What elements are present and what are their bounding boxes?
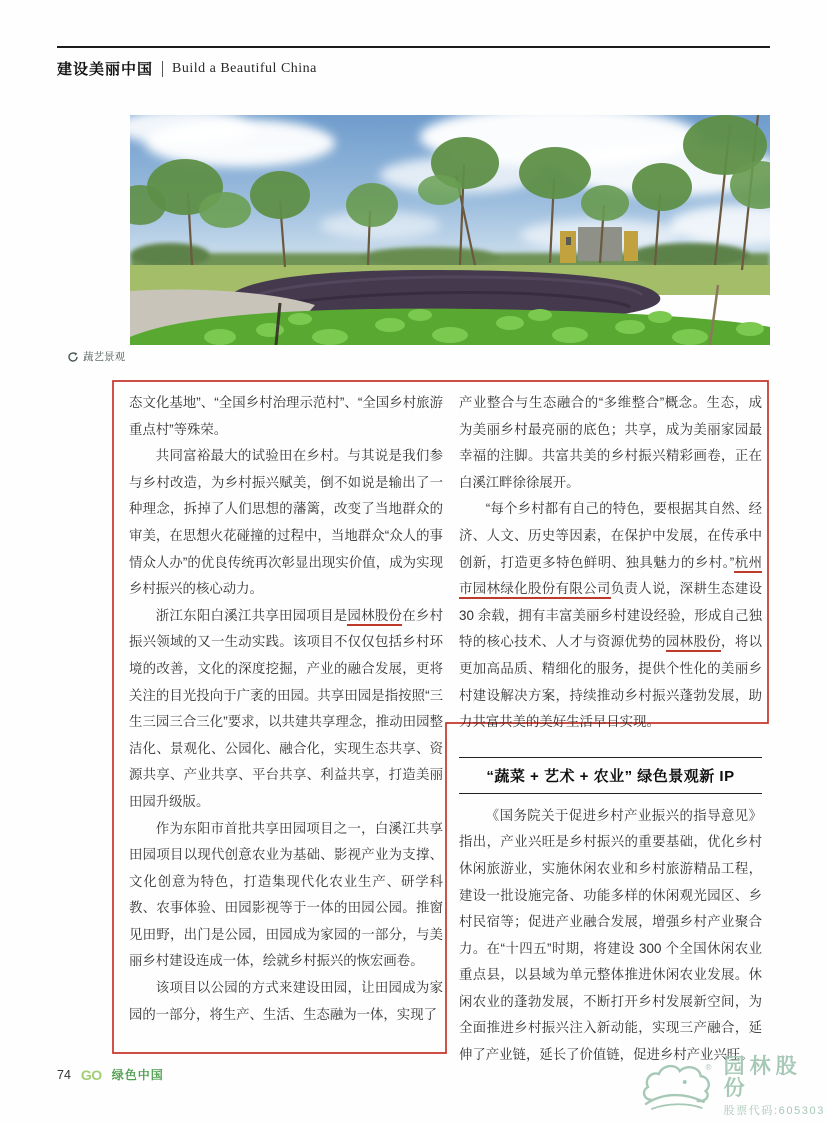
section-body-text — [459, 803, 762, 1069]
section-title: “蔬菜 + 艺术 + 农业” 绿色景观新 IP — [486, 767, 735, 785]
registered-mark: ® — [705, 1063, 712, 1073]
text-run: 共同富裕最大的试验田在乡村。与其说是我们参与乡村改造，为乡村振兴赋美，倒不如说是输出了一种理念，拆掉了人们思想的藩篱，改变了当地群众的审美，在思想火花碰撞的过程中，当地群众“众人的事情众人办”的优良传统再次彰显出现实价值，成为实现乡村振兴的核心动力。 — [129, 448, 443, 597]
text-run: 在乡村振兴领域的又一生动实践。该项目不仅仅包括乡村环境的改善，文化的深度挖掘，产业的融合发展，更将关注的目光投向于广袤的田园。共享田园是指按照“三生三园三合三化”要求，以共建共享理念，推动田园整洁化、景观化、公园化、融合化，实现生态共享、资源共享、产业共享、平台共享、利益共享，打造美丽田园升级版。 — [129, 607, 444, 809]
company-name: 园林股份 — [723, 1055, 802, 1100]
header-rule — [57, 46, 770, 48]
magazine-brand: 绿色中国 — [111, 1068, 164, 1082]
text-run: “每个乡村都有自己的特色，要根据其自然、经济、人文、历史等因素，在保护中发展，在传承中创新，打造更多特色鲜明、独具魅力的乡村。” — [459, 501, 762, 570]
paragraph — [459, 390, 762, 496]
photo-caption-label: 蔬艺景观 — [83, 351, 125, 363]
red-underlined-phrase: 杭州市园林绿化股份有限公司 — [459, 555, 762, 600]
paragraph — [129, 443, 443, 603]
photo-caption — [67, 349, 125, 364]
header-title-en: Build a Beautiful China — [172, 60, 317, 76]
red-underlined-phrase: 园林股份 — [666, 634, 721, 652]
stock-code: 股票代码:605303 — [723, 1105, 825, 1117]
cloud-landscape-logo-icon — [638, 1060, 716, 1114]
field-photo-illustration — [130, 115, 770, 345]
paragraph — [459, 496, 762, 735]
text-run: 作为东阳市首批共享田园项目之一，白溪江共享田园项目以现代创意农业为基础、影视产业为支撑、文化创意为特色，打造集现代化农业生产、研学科教、农事体验、田园影视等于一体的田园公园。推窗见田野，出门是公园，田园成为家园的一部分，与美丽乡村建设连成一体，绘就乡村振兴的恢宏画卷。 — [129, 820, 443, 969]
text-run: 产业整合与生态融合的“多维整合”概念。生态，成为美丽乡村最亮丽的底色；共享，成为美丽家园最幸福的注脚。共富共美的乡村振兴精彩画卷，正在白溪江畔徐徐展开。 — [459, 395, 762, 490]
paragraph — [129, 975, 443, 1028]
header-divider — [162, 61, 163, 77]
paragraph — [459, 803, 762, 1069]
right-column-top-text — [459, 390, 762, 736]
footer-left — [57, 1066, 164, 1083]
header-title-zh: 建设美丽中国 — [57, 61, 154, 78]
left-column — [129, 390, 443, 1028]
page-header — [57, 58, 317, 79]
text-run: 态文化基地”、“全国乡村治理示范村”、“全国乡村旅游重点村”等殊荣。 — [129, 395, 443, 437]
text-run: 该项目以公园的方式来建设田园，让田园成为家园的一部分，将生产、生活、生态融为一体，实现了 — [129, 980, 443, 1022]
caption-rotate-icon — [67, 351, 79, 363]
publisher-logo — [638, 1056, 827, 1118]
paragraph — [129, 603, 443, 816]
text-run: 负责人说，深耕生态建设 30 余载，拥有丰富美丽乡村建设经验，形成自己独特的核心技术、人才与资源优势的 — [459, 581, 763, 650]
structure — [560, 227, 638, 263]
go-logo: GO — [80, 1066, 102, 1083]
publisher-logo-text — [724, 1056, 827, 1118]
text-run: 浙江东阳白溪江共享田园项目是 — [155, 607, 348, 623]
page-number: 74 — [57, 1067, 71, 1082]
red-underlined-phrase: 园林股份 — [347, 608, 402, 626]
text-run: ，将以更加高品质、精细化的服务，提供个性化的美丽乡村建设解决方案，持续推动乡村振兴蓬勃发展，助力共富共美的美好生活早日实现。 — [459, 634, 763, 730]
right-column — [459, 390, 762, 1069]
text-run: 《国务院关于促进乡村产业振兴的指导意见》指出，产业兴旺是乡村振兴的重要基础，优化乡村休闲旅游业，实施休闲农业和乡村旅游精品工程，建设一批设施完备、功能多样的休闲观光园区、乡村民宿等；促进产业融合发展，增强乡村产业聚合力。在“十四五”时期，将建设 300 个全国休闲农业重点县，以县域为单元整体推进休闲农业发展。休闲农业的蓬勃发展，不断打开乡村发展新空间，为全面推进乡村振兴注入新动能，实现三产融合，延伸了产业链，延长了价值链，促进乡村产业兴旺。 — [459, 807, 762, 1063]
section-heading-box — [459, 757, 762, 794]
paragraph — [129, 816, 443, 976]
paragraph — [129, 390, 443, 443]
field-photo — [130, 115, 770, 345]
